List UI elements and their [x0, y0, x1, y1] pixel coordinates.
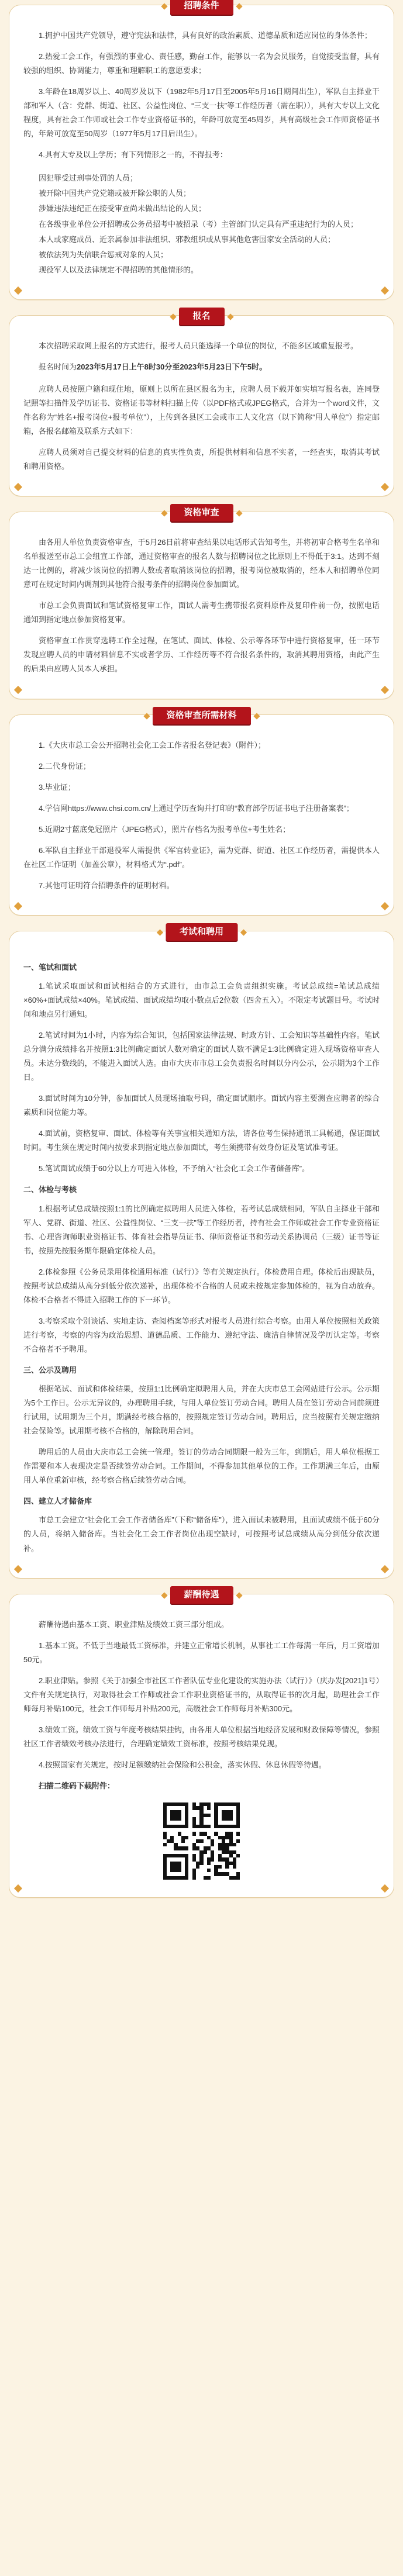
list-item: 现役军人以及法律规定不得招聘的其他情形的。 [39, 265, 199, 274]
section-title: 薪酬待遇 [170, 1586, 233, 1604]
paragraph: 3.年龄在18周岁以上、40周岁及以下（1982年5月17日至2005年5月16日期间出生），军队自主择业干部和军人（含：党群、街道、社区、公益性岗位、“三支一扶”等工作经历者（需在职）），具有大专以上文化程度，具有社会工作师或社会工作专业资格证书的，年龄可放宽至45周岁，具有高级社会工作师资格证书的，年龄可放宽至50周岁（1977年5月17日后出生）。 [23, 87, 380, 139]
paragraph: 根据笔试、面试和体检结果，按照1:1比例确定拟聘用人员，并在大庆市总工会网站进行公示。公示期为5个工作日。公示无异议的，办理聘用手续，与用人单位签订劳动合同。聘用人员在签订劳动合同前须进行试用，试用期为三个月，期满经考核合格的，按照规定签订劳动合同。聘用后，应当按照有关规定缴纳社会保险等。试用期考核不合格的，解除聘用合同。 [23, 1384, 380, 1436]
paragraph: 1.笔试采取面试和面试相结合的方式进行，由市总工会负责组织实施。考试总成绩=笔试总成绩×60%+面试成绩×40%。笔试成绩、面试成绩均取小数点后2位数（四舍五入）。不限定考试题目号。考试时间和地点另行通知。 [23, 981, 380, 1019]
diamond-ornament-icon [381, 1884, 389, 1893]
scan-label: 扫描二维码下载附件： [39, 1781, 115, 1790]
signup-time-label: 报名时间为 [39, 362, 77, 371]
paragraph: 2.体检参照《公务员录用体检通用标准（试行）》等有关规定执行。体检费用自理。体检后出现缺员，按照考试总成绩从高分到低分依次递补，出现体检不合格的人员或未按规定参加体检的，视为自动放弃。体检不合格者不得进入招聘工作的下一环节。 [23, 1267, 380, 1304]
list-item: 在各级事业单位公开招聘或公务员招考中被招录（考）主管部门认定具有严重违纪行为的人员； [39, 219, 359, 229]
subheading: 二、体检与考核 [23, 1185, 77, 1194]
section-title: 资格审查 [170, 504, 233, 522]
list-item: 7.其他可证明符合招聘条件的证明材料。 [39, 880, 174, 890]
signup-time [23, 360, 380, 374]
paragraph: 1.根据考试总成绩按照1:1的比例确定拟聘用人员进入体检，若考试总成绩相同，军队自主择业干部和军人、党群、街道、社区、公益性岗位、“三支一扶”等工作经历者，持有社会工作师或社会工作专业资格证书、心理咨询师职业资格证书、体育社会指导员证书、律师资格证书和劳动关系协调员（三级）证书等证书，按照先按服务期年限确定体检人员。 [23, 1204, 380, 1255]
section-title: 考试和聘用 [166, 923, 237, 941]
list-item: 因犯罪受过刑事处罚的人员； [39, 174, 138, 183]
paragraph: 应聘人员按照户籍和现住地，原则上以所在县区报名为主，应聘人员下载并如实填写报名表，连同登记照等扫描件及学历证书、资格证书等材料扫描上传（以PDF格式或JPEG格式，合并为一个word文件，文件名称为“姓名+报考岗位+报考单位”），上传到各县区工会或市工人文化宫（以下简称“用人单位”）指定邮箱，各报名邮箱及联系方式如下： [23, 384, 380, 436]
list-item: 被依法列为失信联合惩戒对象的人员； [39, 250, 168, 259]
paragraph: 3.考察采取个别谈话、实地走访、查阅档案等形式对报考人员进行综合考察。由用人单位按照相关政策进行考察，考察的内容为政治思想、道德品质、工作能力、遵纪守法、廉洁自律情况及学历认定等。考察不合格者不予聘用。 [23, 1316, 380, 1353]
qr-code-wrapper[interactable] [161, 1800, 243, 1882]
diamond-ornament-icon [14, 286, 22, 295]
paragraph: 1.基本工资。不低于当地最低工资标准，并建立正常增长机制，从事社工工作每满一年后，月工资增加50元。 [23, 1641, 380, 1664]
diamond-ornament-icon [14, 1565, 22, 1573]
paragraph: 由各用人单位负责资格审查，于5月26日前将审查结果以电话形式告知考生，并将初审合格考生名单和名单报送至市总工会组宣工作部，通过资格审查的报名人数与招聘岗位之比原则上不得低于3:1。达到不刻达一比例的，将减少该岗位的招聘人数或者取消该岗位的招聘，报考岗位被取消的，经本人和招聘单位同意可在规定时间内调剂到其他符合报考条件的招聘岗位参加面试。 [23, 538, 380, 589]
paragraph: 4.具有大专及以上学历；有下列情形之一的，不得报考： [39, 150, 228, 160]
section-title: 招聘条件 [170, 0, 233, 15]
paragraph: 2.热爱工会工作，有强烈的事业心、责任感，勤奋工作，能够以一名为会员服务，自觉接受监督，具有较强的组织、协调能力，尊重和理解职工的意愿要求； [23, 52, 380, 75]
diamond-ornament-icon [14, 483, 22, 491]
section-conditions [9, 1, 394, 300]
diamond-ornament-icon [381, 483, 389, 491]
list-item: 3.毕业证； [39, 782, 75, 792]
diamond-ornament-icon [381, 1565, 389, 1573]
section-salary [9, 1589, 394, 1898]
list-item: 6.军队自主择业干部退役军人需提供《军官转业证》，需为党群、街道、社区工作经历者，需提供本人在社区工作证明（加盖公章），材料格式为“.pdf”。 [23, 845, 380, 869]
diamond-ornament-icon [14, 902, 22, 910]
paragraph: 应聘人员须对自己提交材料的信息的真实性负责，所提供材料和信息不实者，一经查实，取消其考试和聘用资格。 [23, 447, 380, 471]
diamond-ornament-icon [14, 1884, 22, 1893]
list-item: 5.近期2寸蓝底免冠照片（JPEG格式），照片存档名为报考单位+考生姓名； [39, 824, 291, 834]
subheading: 三、公示及聘用 [23, 1366, 77, 1375]
paragraph: 3.面试时间为10分钟，参加面试人员现场抽取号码，确定面试顺序。面试内容主要测查应聘者的综合素质和岗位能力等。 [23, 1094, 380, 1117]
paragraph: 2.笔试时间为1小时，内容为综合知识，包括国家法律法规、时政方针、工会知识等基础性内容。笔试总分满分成绩排名并按照1:3比例确定面试人数对确定的面试人数不满足1:3比例确定进入现场资格审查人员。未达分数线的，不能进入面试人选。由市大庆市市总工会负责报名时间以分内公示，公示期为3个工作日。 [23, 1031, 380, 1082]
paragraph: 聘用后的人员由大庆市总工会统一管理。签订的劳动合同期限一般为三年，到期后，用人单位根据工作需要和本人表现决定是否续签劳动合同。工作期间，不得参加其他单位的工作。工作期满三年后，由原用人单位重新审核，经考察合格后续签劳动合同。 [23, 1448, 380, 1485]
paragraph: 4.按照国家有关规定，按时足额缴纳社会保险和公积金，落实休假、休息休假等待遇。 [39, 1760, 326, 1769]
subheading: 一、笔试和面试 [23, 962, 77, 972]
diamond-ornament-icon [381, 685, 389, 693]
section-exam [9, 926, 394, 1579]
paragraph: 1.拥护中国共产党领导，遵守宪法和法律，具有良好的政治素质、道德品质和适应岗位的身体条件； [39, 31, 372, 40]
paragraph: 4.面试前，资格复审、面试、体检等有关事宜相关通知方法，请各位考生保持通讯工具畅通，保证面试时间。考生须在规定时间内按要求到指定地点参加面试，考生须携带有效身份证及笔试准考证。 [23, 1129, 380, 1152]
paragraph: 市总工会负责面试和笔试资格复审工作，面试人需考生携带报名资料原件及复印件前一份，按照电话通知到指定地点参加资格复审。 [23, 601, 380, 624]
section-signup [9, 310, 394, 496]
paragraph: 本次招聘采取网上报名的方式进行，报考人员只能选择一个单位的岗位，不能多区域重复报考。 [39, 341, 359, 350]
paragraph: 资格审查工作贯穿选聘工作全过程，在笔试、面试、体检、公示等各环节中进行资格复审，任一环节发现应聘人员的申请材料信息不实或者学历、工作经历等不符合报名条件的，取消其聘用资格，由此产生的后果由应聘人员本人承担。 [23, 636, 380, 674]
diamond-ornament-icon [381, 902, 389, 910]
section-title: 资格审查所需材料 [152, 707, 250, 724]
list-item: 2.二代身份证； [39, 761, 91, 771]
paragraph: 2.职业津贴。参照《关于加强全市社区工作者队伍专业化建设的实施办法（试行）》（庆办发[2021]1号）文件有关规定执行，对取得社会工作师或社会工作职业资格证书的，从取得证书的次月起，助理社会工作师每月补贴100元，社会工作师每月补贴200元，高级社会工作师每月补贴300元。 [23, 1676, 380, 1713]
list-item: 1.《大庆市总工会公开招聘社会化工会工作者报名登记表》（附件）； [39, 740, 266, 750]
list-item: 本人或家庭成员、近亲属参加非法组织、邪教组织或从事其他危害国家安全活动的人员； [39, 234, 336, 244]
section-review [9, 507, 394, 699]
paragraph: 薪酬待遇由基本工资、职业津贴及绩效工资三部分组成。 [39, 1620, 229, 1629]
paragraph: 5.笔试面试成绩于60分以上方可进入体检，不予纳入“社会化工会工作者储备库”。 [39, 1164, 309, 1173]
section-materials [9, 710, 394, 916]
paragraph: 市总工会建立“社会化工会工作者储备库”（下称“储备库”），进入面试未被聘用，且面试成绩不低于60分的人员，将纳入储备库。当社会化工会工作者岗位出现空缺时，可按照考试总成绩从高分到低分依次递补。 [23, 1515, 380, 1553]
list-item: 被开除中国共产党党籍或被开除公职的人员； [39, 189, 191, 198]
list-item: 涉嫌违法违纪正在接受审查尚未做出结论的人员； [39, 204, 206, 213]
diamond-ornament-icon [381, 286, 389, 295]
list-item: 4.学信网https://www.chsi.com.cn/上通过学历查询并打印的“教育部学历证书电子注册备案表”； [39, 803, 354, 813]
paragraph: 3.绩效工资。绩效工资与年度考核结果挂钩，由各用人单位根据当地经济发展和财政保障等情况，参照社区工作者绩效考核办法进行，合理确定绩效工资标准，按照考核结果兑现。 [23, 1725, 380, 1748]
subheading: 四、建立人才储备库 [23, 1497, 92, 1506]
qr-code-icon[interactable] [161, 1800, 243, 1882]
signup-time-value: 2023年5月17日上午8时30分至2023年5月23日下午5时。 [77, 362, 267, 371]
diamond-ornament-icon [14, 685, 22, 693]
section-title: 报名 [178, 308, 224, 325]
